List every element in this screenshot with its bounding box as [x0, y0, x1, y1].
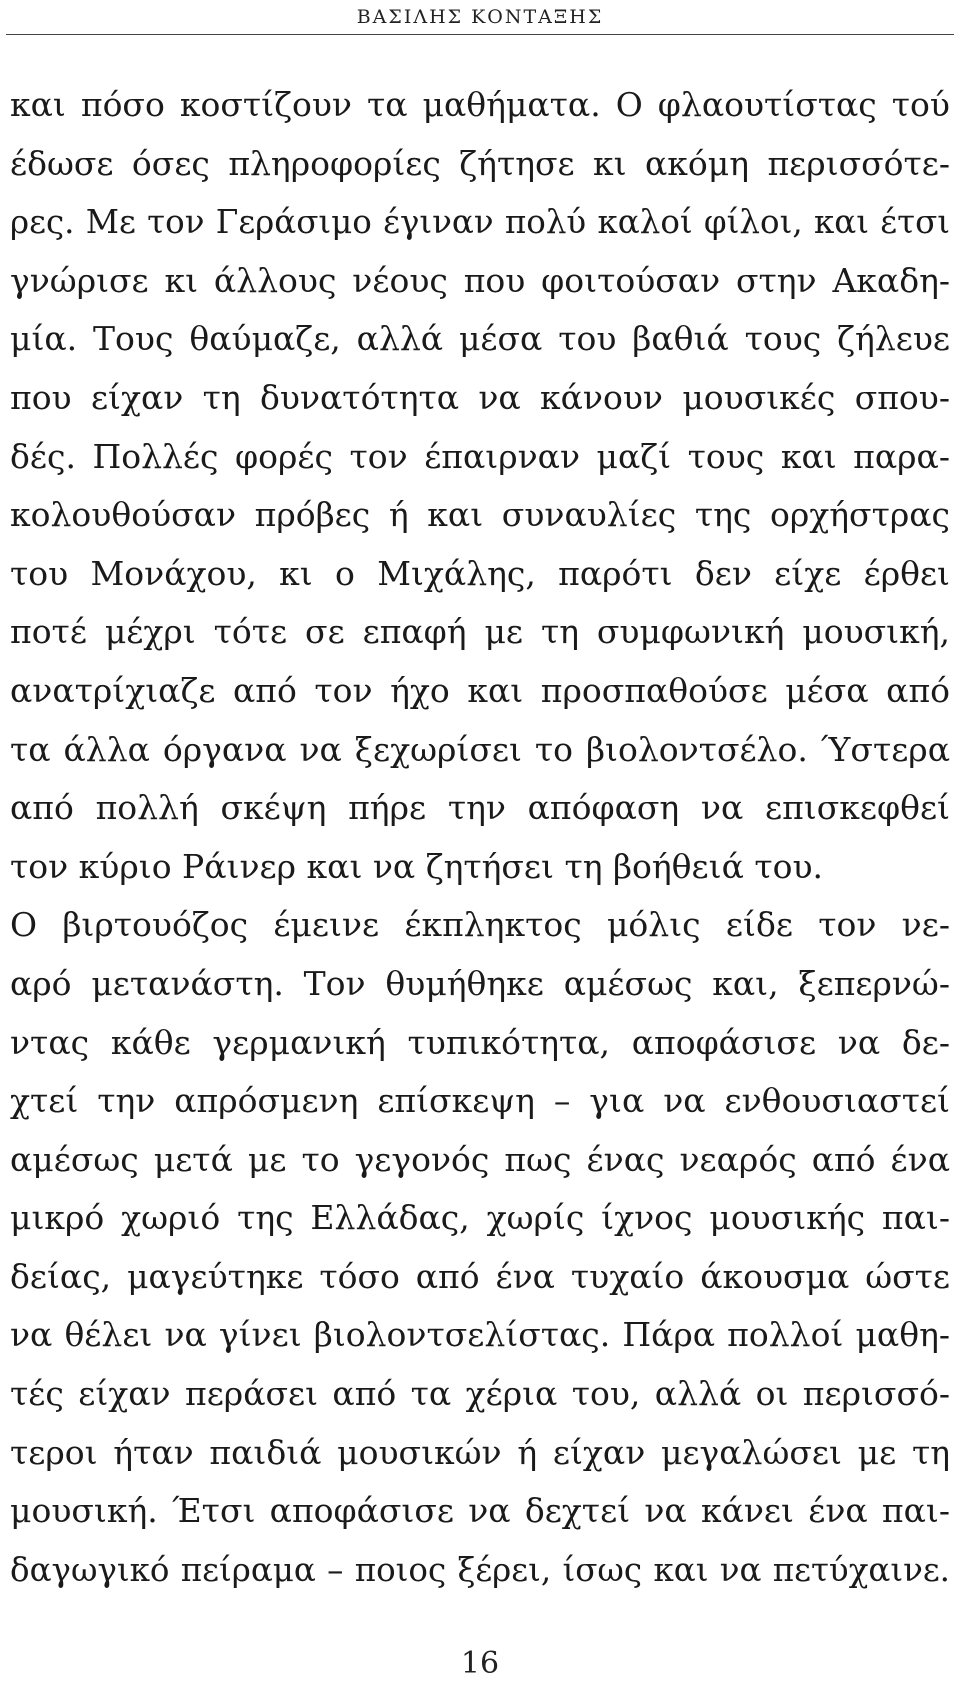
text-line: τές είχαν περάσει από τα χέρια του, αλλά οι περισσό- — [10, 1374, 950, 1414]
body-text — [10, 76, 950, 1599]
text-line: γνώρισε κι άλλους νέους που φοιτούσαν στην Ακαδη- — [10, 260, 950, 300]
page-number: 16 — [460, 1646, 500, 1681]
text-line: ντας κάθε γερμανική τυπικότητα, αποφάσισε να δε- — [10, 1022, 950, 1062]
text-line: κολουθούσαν πρόβες ή και συναυλίες της ορχήστρας — [10, 495, 950, 535]
text-line: ρες. Με τον Γεράσιμο έγιναν πολύ καλοί φίλοι, και έτσι — [10, 203, 950, 242]
text-line: αμέσως μετά με το γεγονός πως ένας νεαρός από ένα — [10, 1139, 950, 1179]
text-line: δαγωγικό πείραμα – ποιος ξέρει, ίσως και να πετύχαινε. — [10, 1550, 950, 1589]
text-line-paragraph-start: Ο βιρτουόζος έμεινε έκπληκτος μόλις είδε τον νε- — [10, 905, 950, 945]
text-line: από πολλή σκέψη πήρε την απόφαση να επισκεφθεί — [10, 788, 950, 828]
text-line: δείας, μαγεύτηκε τόσο από ένα τυχαίο άκουσμα ώστε — [10, 1256, 950, 1296]
text-line: να θέλει να γίνει βιολοντσελίστας. Πάρα πολλοί μαθη- — [10, 1315, 950, 1355]
text-line: έδωσε όσες πληροφορίες ζήτησε κι ακόμη περισσότε- — [10, 143, 950, 183]
text-line: ανατρίχιαζε από τον ήχο και προσπαθούσε μέσα από — [10, 670, 950, 710]
text-line: ποτέ μέχρι τότε σε επαφή με τη συμφωνική μουσική, — [10, 612, 950, 652]
running-head-author: ΒΑΣΙΛΗΣ ΚΟΝΤΑΞΗΣ — [356, 6, 604, 28]
text-line: μία. Τους θαύμαζε, αλλά μέσα του βαθιά τους ζήλευε — [10, 319, 950, 359]
text-line: που είχαν τη δυνατότητα να κάνουν μουσικές σπου- — [10, 377, 950, 417]
text-line: τον κύριο Ράινερ και να ζητήσει τη βοήθειά του. — [10, 846, 824, 886]
header-rule — [6, 34, 954, 35]
text-line: μουσική. Έτσι αποφάσισε να δεχτεί να κάνει ένα παι- — [10, 1491, 950, 1531]
text-line: μικρό χωριό της Ελλάδας, χωρίς ίχνος μουσικής παι- — [10, 1198, 950, 1238]
text-line: του Μονάχου, κι ο Μιχάλης, παρότι δεν είχε έρθει — [10, 553, 950, 593]
text-line: χτεί την απρόσμενη επίσκεψη – για να ενθουσιαστεί — [10, 1081, 950, 1121]
text-line: δές. Πολλές φορές τον έπαιρναν μαζί τους και παρα- — [10, 436, 950, 476]
text-line: και πόσο κοστίζουν τα μαθήματα. Ο φλαουτίστας τού — [10, 85, 950, 124]
text-line: τα άλλα όργανα να ξεχωρίσει το βιολοντσέλο. Ύστερα — [10, 729, 950, 769]
text-line: τεροι ήταν παιδιά μουσικών ή είχαν μεγαλώσει με τη — [10, 1432, 950, 1472]
text-line: αρό μετανάστη. Τον θυμήθηκε αμέσως και, ξεπερνώ- — [10, 963, 950, 1003]
